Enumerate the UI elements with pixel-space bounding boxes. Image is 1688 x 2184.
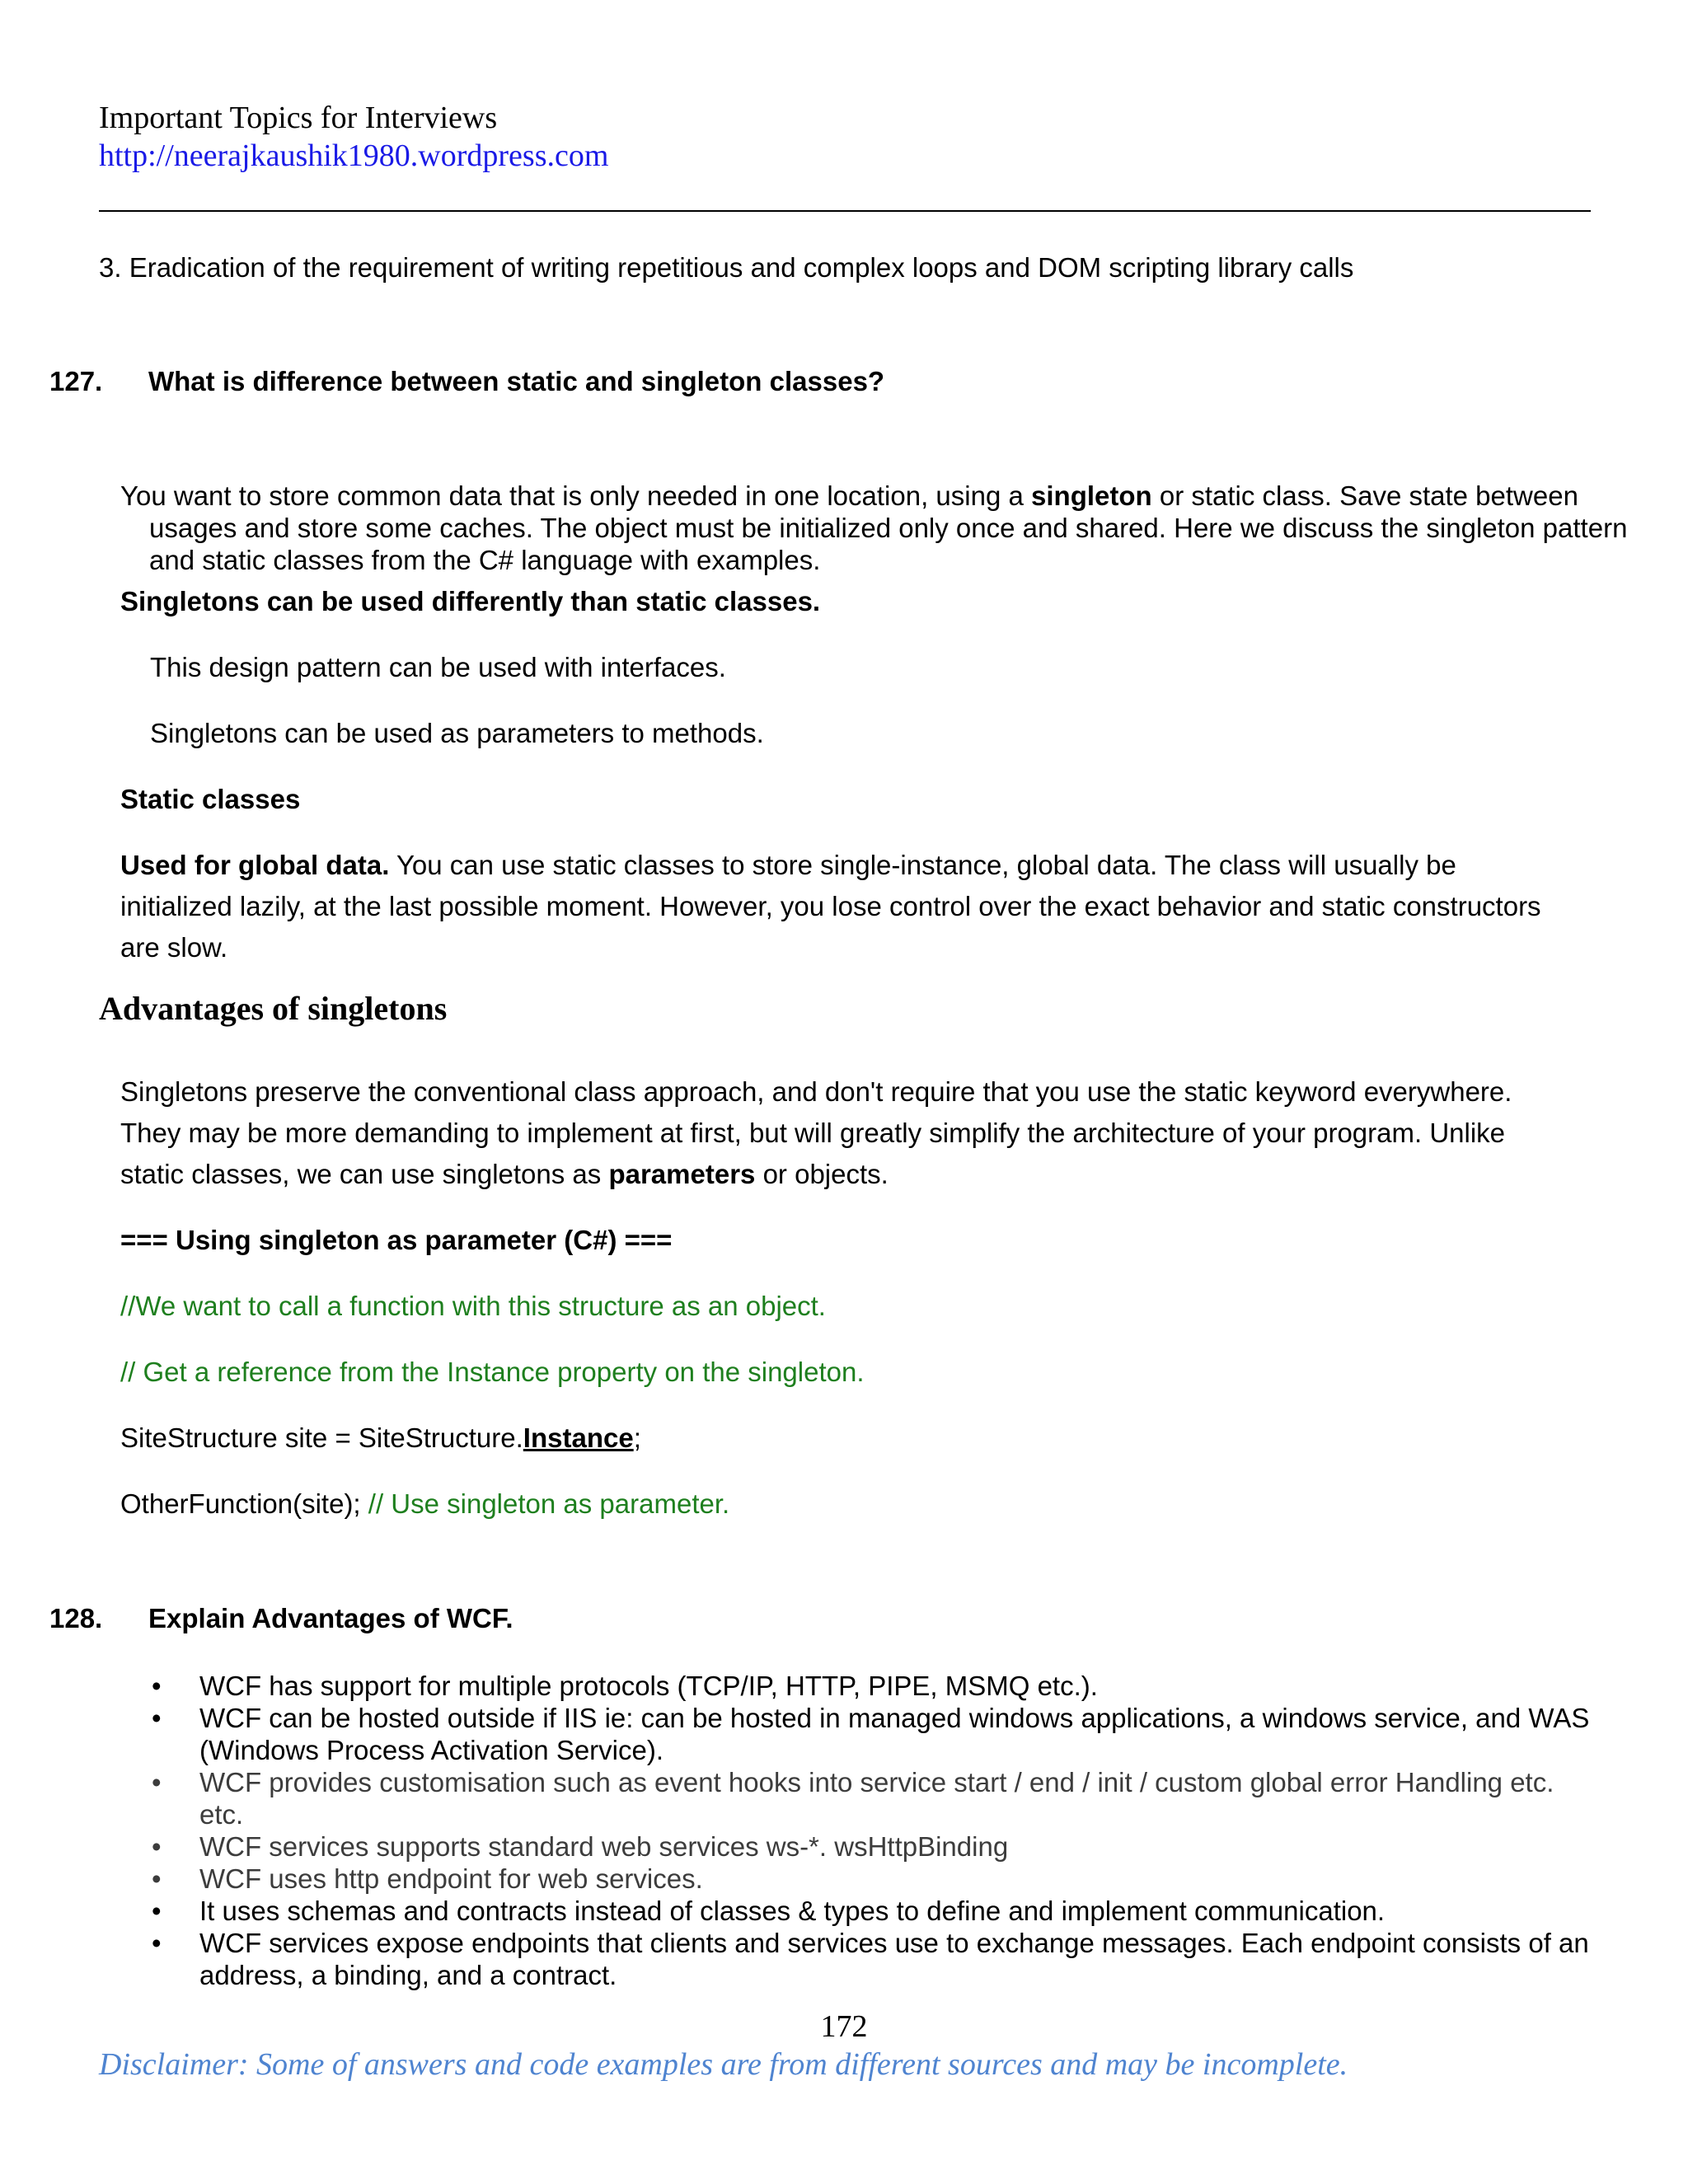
static-para-line-2: initialized lazily, at the last possible moment. However, you lose control over the exact behavior and static constructors [120, 891, 1541, 921]
page-number: 172 [820, 2009, 868, 2044]
adv-para-line-3 [120, 1154, 889, 1195]
bullet-icon: • [152, 1703, 162, 1733]
bullet-text: It uses schemas and contracts instead of classes & types to define and implement communication. [199, 1896, 1386, 1926]
advantages-of-singletons-heading: Advantages of singletons [99, 990, 448, 1027]
bullet-icon: • [152, 1831, 162, 1862]
bullet-text: WCF uses http endpoint for web services. [199, 1863, 703, 1894]
wcf-advantages-list [140, 1670, 1591, 1991]
q127-intro-pre: You want to store common data that is only needed in one location, using a [120, 480, 1032, 511]
code-comment-1: //We want to call a function with this structure as an object. [120, 1291, 826, 1321]
code-comment-2: // Get a reference from the Instance property on the singleton. [120, 1357, 865, 1387]
disclaimer: Disclaimer: Some of answers and code examples are from different sources and may be incomplete. [99, 2047, 1348, 2082]
question-127-title: What is difference between static and singleton classes? [148, 366, 885, 396]
code-call-comment: // Use singleton as parameter. [368, 1488, 730, 1519]
code-instance-property: Instance [523, 1422, 634, 1453]
bullet-icon: • [152, 1863, 162, 1894]
list-item [140, 1702, 1591, 1766]
q127-intro-post: or static class. Save state between usages and store some caches. The object must be initialized only once and shared. Here we discuss the singleton pattern and static classes from the C# language with examples. [149, 480, 1628, 575]
code-example-heading: === Using singleton as parameter (C#) === [120, 1225, 673, 1255]
code-line-other-function [120, 1483, 729, 1525]
bullet-text: WCF has support for multiple protocols (TCP/IP, HTTP, PIPE, MSMQ etc.). [199, 1671, 1098, 1701]
question-128-number: 128. [49, 1603, 103, 1633]
static-para-text-1: You can use static classes to store single-instance, global data. The class will usually be [389, 850, 1456, 880]
list-item [140, 1766, 1591, 1830]
q127-intro-paragraph [120, 480, 1633, 576]
list-item [140, 1927, 1591, 1991]
code-call: OtherFunction(site); [120, 1488, 368, 1519]
singleton-point-parameters: Singletons can be used as parameters to methods. [150, 718, 764, 748]
document-header-title: Important Topics for Interviews [99, 101, 498, 135]
question-127-number: 127. [49, 366, 103, 396]
bullet-text: WCF services expose endpoints that clients and services use to exchange messages. Each endpoint consists of an address, a binding, and a contract. [199, 1928, 1589, 1990]
static-para-line-3: are slow. [120, 932, 228, 963]
list-item [140, 1670, 1591, 1702]
header-website-link[interactable]: http://neerajkaushik1980.wordpress.com [99, 138, 609, 173]
singletons-differ-heading: Singletons can be used differently than static classes. [120, 586, 821, 616]
list-item [140, 1863, 1591, 1895]
code-line-pre: SiteStructure site = SiteStructure. [120, 1422, 523, 1453]
question-128-title: Explain Advantages of WCF. [148, 1603, 513, 1633]
bullet-text: WCF services supports standard web services ws-*. wsHttpBinding [199, 1831, 1009, 1862]
bullet-text: WCF can be hosted outside if IIS ie: can be hosted in managed windows applications, a windows service, and WAS (Windows Process Activation Service). [199, 1703, 1590, 1765]
adv-line3-pre: static classes, we can use singletons as [120, 1159, 609, 1189]
list-item [140, 1830, 1591, 1863]
bullet-icon: • [152, 1896, 162, 1926]
header-divider [99, 210, 1591, 212]
intro-line: 3. Eradication of the requirement of writing repetitious and complex loops and DOM scripting library calls [99, 252, 1354, 283]
singleton-point-interfaces: This design pattern can be used with interfaces. [150, 652, 726, 682]
adv-para-line-2: They may be more demanding to implement at first, but will greatly simplify the architecture of your program. Unlike [120, 1118, 1506, 1148]
adv-para-line-1: Singletons preserve the conventional class approach, and don't require that you use the static keyword everywhere. [120, 1076, 1512, 1107]
bullet-text: WCF provides customisation such as event hooks into service start / end / init / custom global error Handling etc. etc. [199, 1767, 1554, 1830]
code-line-post: ; [633, 1422, 641, 1453]
adv-line3-bold: parameters [608, 1159, 756, 1189]
list-item [140, 1895, 1591, 1927]
static-classes-heading: Static classes [120, 784, 301, 814]
static-para-bold: Used for global data. [120, 850, 390, 880]
bullet-icon: • [152, 1671, 162, 1701]
static-para-line-1 [120, 845, 1456, 886]
bullet-icon: • [152, 1767, 162, 1797]
code-line-site-structure [120, 1418, 641, 1459]
bullet-icon: • [152, 1928, 162, 1958]
q127-intro-bold: singleton [1031, 480, 1152, 511]
adv-line3-post: or objects. [755, 1159, 889, 1189]
